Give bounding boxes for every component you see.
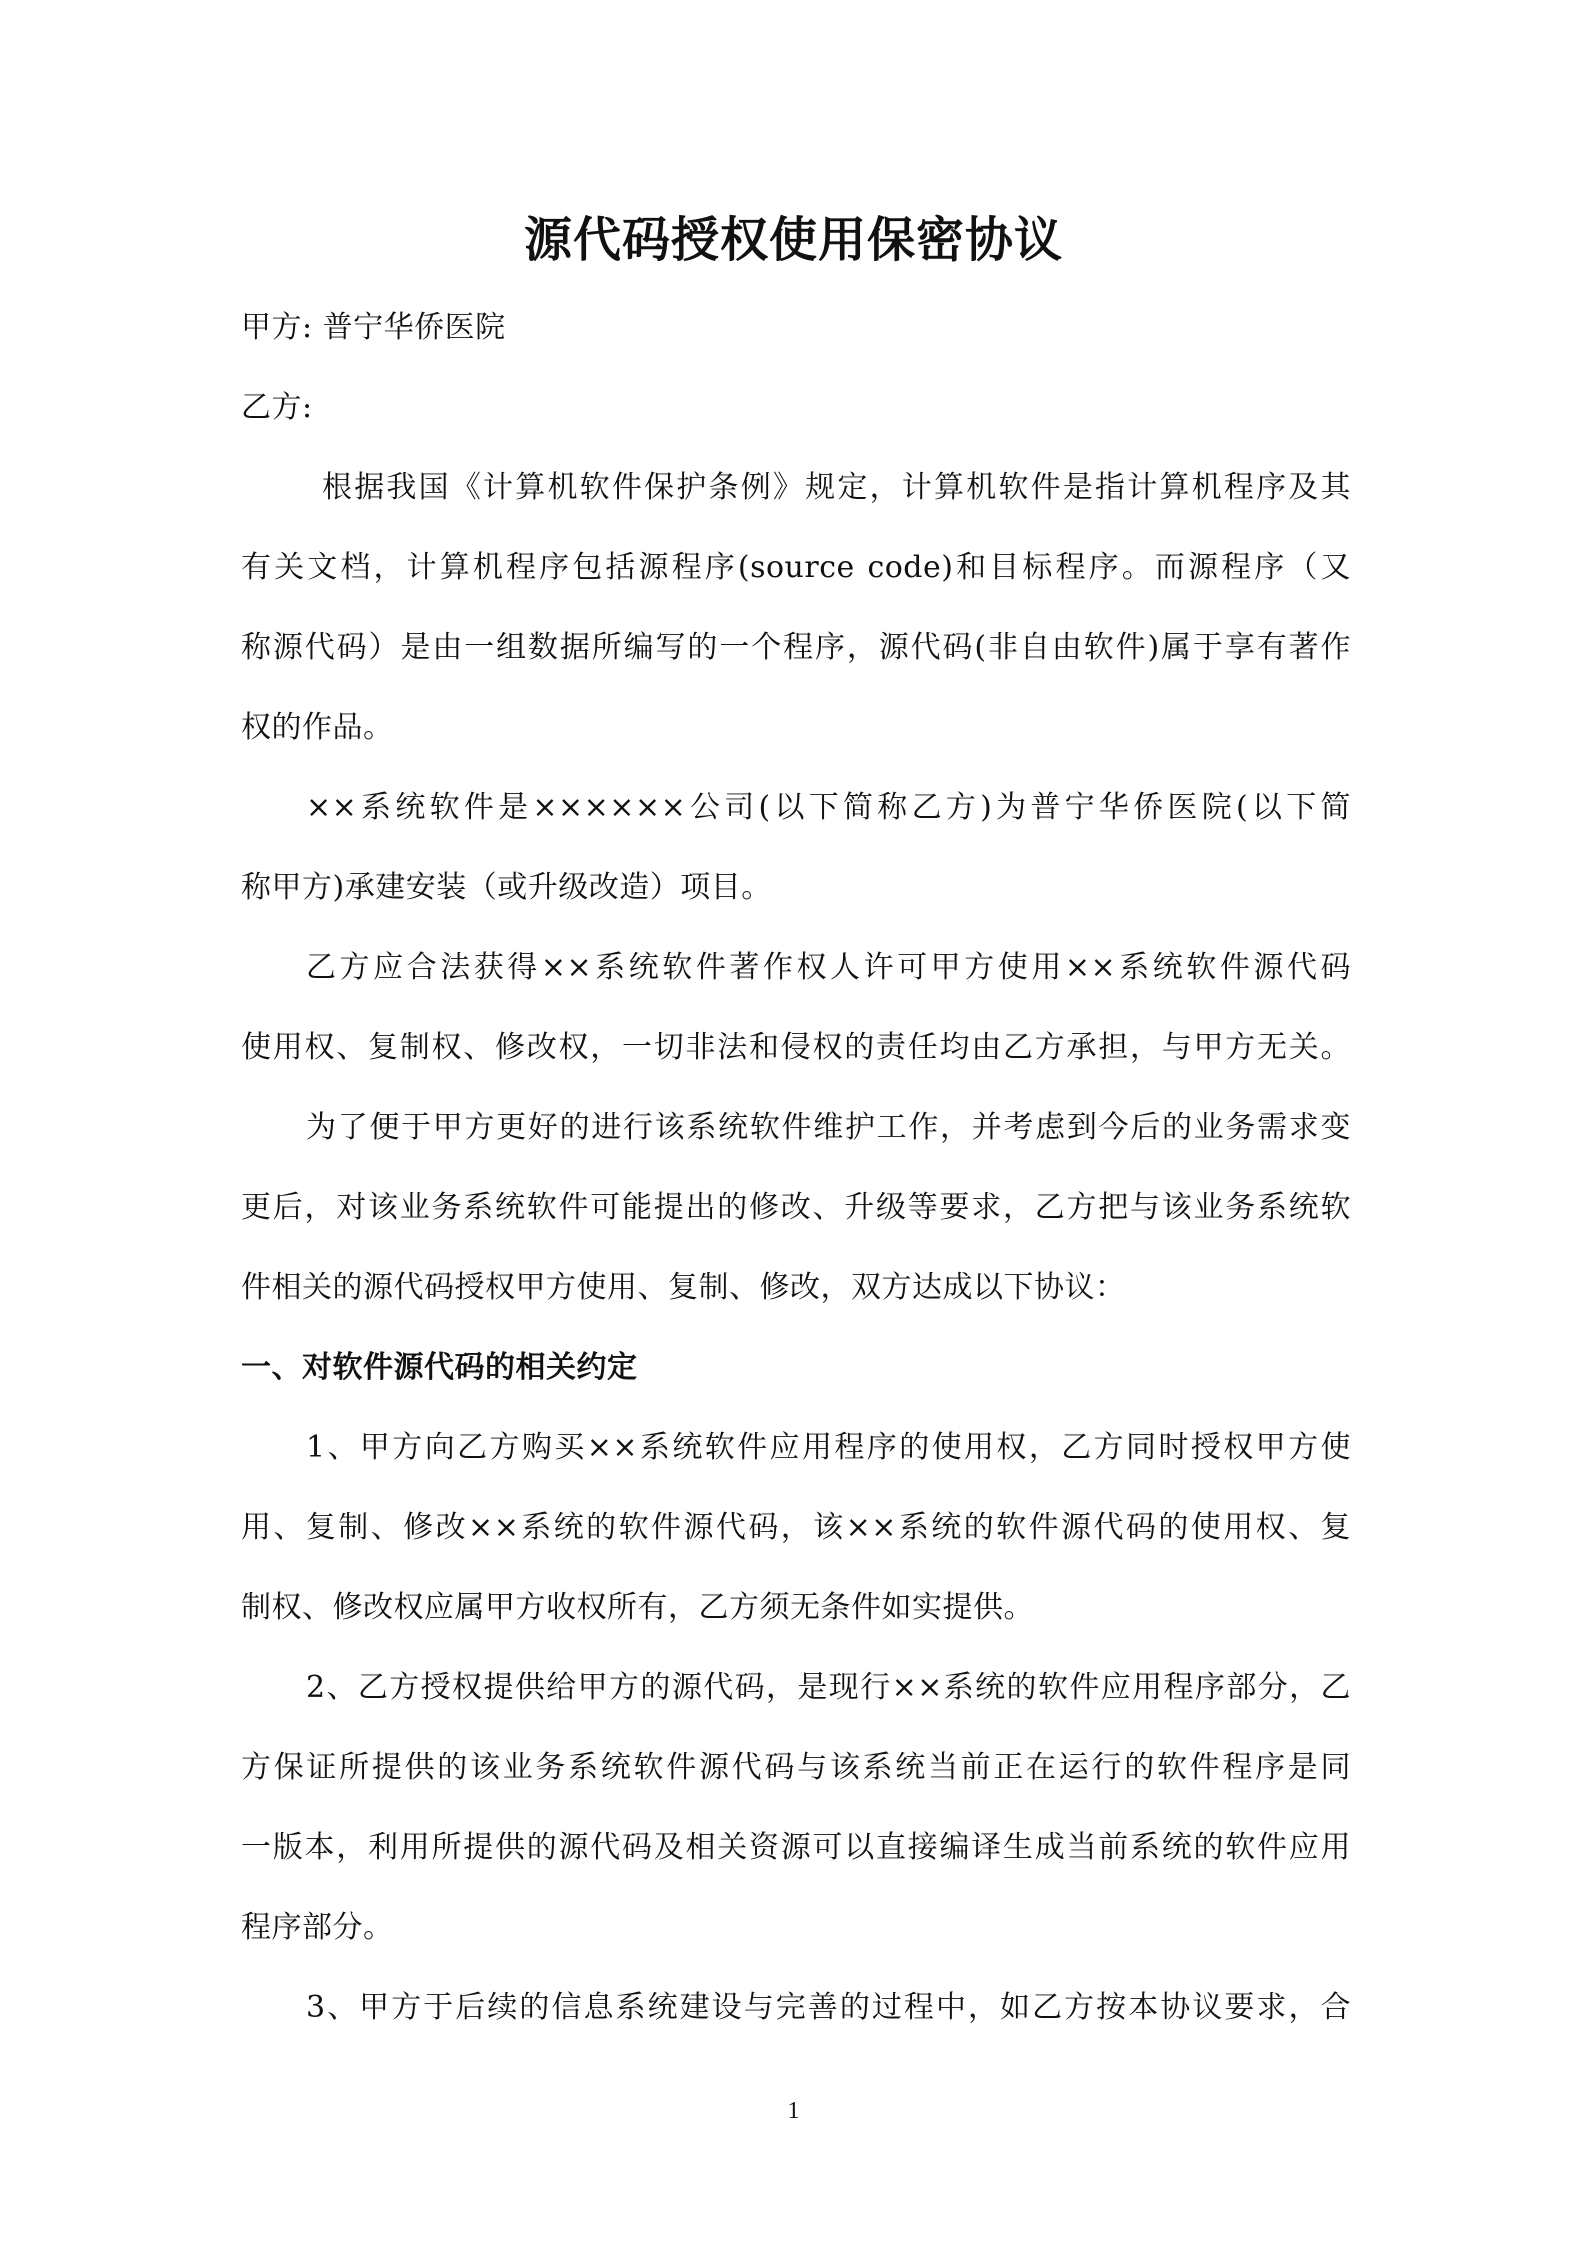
clause1-line-2: 用、复制、修改××系统的软件源代码，该××系统的软件源代码的使用权、复 bbox=[241, 1510, 1351, 1545]
para1-line-4: 权的作品。 bbox=[241, 710, 394, 745]
para3-line-1: 乙方应合法获得××系统软件著作权人许可甲方使用××系统软件源代码 bbox=[306, 950, 1351, 985]
clause2-line-2: 方保证所提供的该业务系统软件源代码与该系统当前正在运行的软件程序是同 bbox=[241, 1750, 1351, 1785]
clause3-line-1: 3、甲方于后续的信息系统建设与完善的过程中，如乙方按本协议要求，合 bbox=[306, 1990, 1351, 2025]
section-heading: 一、对软件源代码的相关约定 bbox=[241, 1350, 638, 1385]
para2-line-2: 称甲方)承建安装（或升级改造）项目。 bbox=[241, 870, 772, 905]
para1-line-2: 有关文档，计算机程序包括源程序(source code)和目标程序。而源程序（又 bbox=[241, 550, 1351, 585]
clause1-line-1: 1、甲方向乙方购买××系统软件应用程序的使用权，乙方同时授权甲方使 bbox=[306, 1430, 1351, 1465]
para2-line-1: ××系统软件是××××××公司(以下简称乙方)为普宁华侨医院(以下简 bbox=[306, 790, 1351, 825]
clause1-line-3: 制权、修改权应属甲方收权所有，乙方须无条件如实提供。 bbox=[241, 1590, 1034, 1625]
para4-line-1: 为了便于甲方更好的进行该系统软件维护工作，并考虑到今后的业务需求变 bbox=[306, 1110, 1351, 1145]
party-b-line: 乙方: bbox=[241, 390, 313, 425]
page-number: 1 bbox=[787, 2098, 800, 2124]
para1-line-3: 称源代码）是由一组数据所编写的一个程序，源代码(非自由软件)属于享有著作 bbox=[241, 630, 1351, 665]
clause2-line-1: 2、乙方授权提供给甲方的源代码，是现行××系统的软件应用程序部分，乙 bbox=[306, 1670, 1351, 1705]
party-a-line: 甲方: 普宁华侨医院 bbox=[241, 310, 506, 345]
document-title: 源代码授权使用保密协议 bbox=[523, 212, 1063, 268]
clause2-line-4: 程序部分。 bbox=[241, 1910, 394, 1945]
para1-line-1: 根据我国《计算机软件保护条例》规定，计算机软件是指计算机程序及其 bbox=[322, 470, 1351, 505]
para4-line-2: 更后，对该业务系统软件可能提出的修改、升级等要求，乙方把与该业务系统软 bbox=[241, 1190, 1351, 1225]
para4-line-3: 件相关的源代码授权甲方使用、复制、修改，双方达成以下协议： bbox=[241, 1270, 1126, 1305]
para3-line-2: 使用权、复制权、修改权，一切非法和侵权的责任均由乙方承担，与甲方无关。 bbox=[241, 1030, 1351, 1065]
clause2-line-3: 一版本，利用所提供的源代码及相关资源可以直接编译生成当前系统的软件应用 bbox=[241, 1830, 1351, 1865]
